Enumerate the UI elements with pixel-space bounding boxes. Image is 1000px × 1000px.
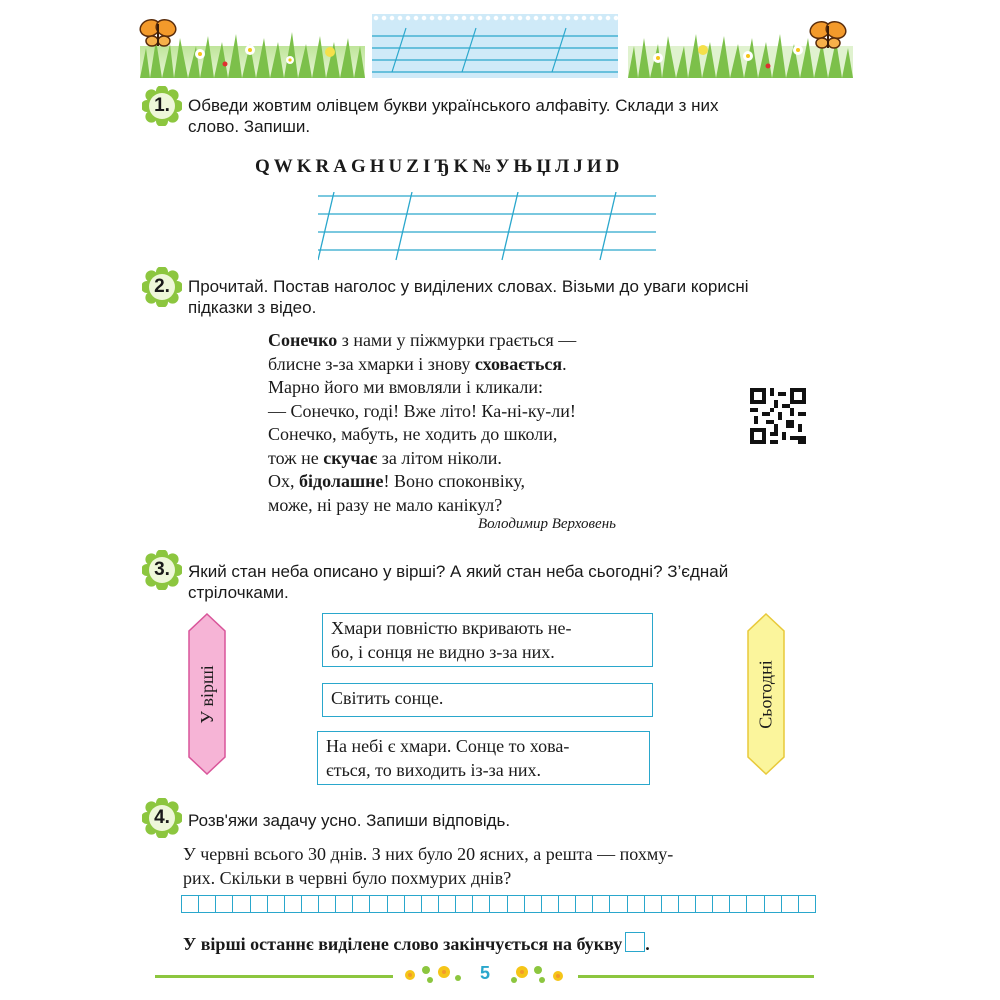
- option-box[interactable]: [322, 613, 653, 667]
- answer-cell[interactable]: [627, 895, 645, 913]
- task-instruction: [188, 276, 818, 318]
- answer-cell[interactable]: [335, 895, 353, 913]
- answer-cell[interactable]: [661, 895, 679, 913]
- option-text: ється, то виходить із-за них.: [326, 760, 541, 780]
- answer-cell[interactable]: [524, 895, 542, 913]
- task-instruction: [188, 95, 818, 137]
- instruction-line: стрілочками.: [188, 583, 289, 602]
- handwriting-lines-header: [372, 14, 618, 78]
- answer-cell[interactable]: [609, 895, 627, 913]
- answer-cell[interactable]: [455, 895, 473, 913]
- answer-cell[interactable]: [215, 895, 233, 913]
- answer-cell[interactable]: [712, 895, 730, 913]
- answer-cell[interactable]: [729, 895, 747, 913]
- answer-cell[interactable]: [798, 895, 816, 913]
- poem-line: — Сонечко, годі! Вже літо! Ка-ні-ку-ли!: [268, 400, 576, 421]
- answer-cell[interactable]: [352, 895, 370, 913]
- option-box[interactable]: [322, 683, 653, 717]
- task-instruction: [188, 561, 818, 603]
- instruction-line: підказки з відео.: [188, 298, 317, 317]
- answer-cell[interactable]: [781, 895, 799, 913]
- poem-line: тож не скучає за літом ніколи.: [268, 447, 502, 468]
- poem-line: Сонечко, мабуть, не ходить до школи,: [268, 424, 558, 444]
- poem-line: блисне з-за хмарки і знову сховається.: [268, 353, 567, 374]
- answer-cell[interactable]: [764, 895, 782, 913]
- option-text: Світить сонце.: [331, 688, 444, 708]
- answer-cells[interactable]: [181, 895, 815, 915]
- poem-line: може, ні разу не мало канікул?: [268, 494, 503, 515]
- flower-icon-right: [508, 962, 572, 988]
- highlighted-word[interactable]: Сонечко: [268, 330, 338, 350]
- answer-cell[interactable]: [438, 895, 456, 913]
- task-number-badge: [142, 550, 182, 590]
- butterfly-icon-right: [808, 16, 848, 56]
- highlighted-word[interactable]: бідолашне: [299, 471, 384, 491]
- answer-cell[interactable]: [695, 895, 713, 913]
- answer-cell[interactable]: [575, 895, 593, 913]
- answer-cell[interactable]: [284, 895, 302, 913]
- task-number-badge: [142, 86, 182, 126]
- instruction-line: слово. Запиши.: [188, 117, 311, 136]
- tag-label: У вірші: [196, 664, 217, 724]
- instruction-line: Обведи жовтим олівцем букви українського алфавіту. Склади з них: [188, 96, 719, 115]
- answer-cell[interactable]: [421, 895, 439, 913]
- footer-divider-left: [155, 975, 393, 978]
- letter-answer-box[interactable]: [625, 932, 645, 952]
- answer-cell[interactable]: [404, 895, 422, 913]
- answer-cell[interactable]: [507, 895, 525, 913]
- answer-cell[interactable]: [232, 895, 250, 913]
- answer-cell[interactable]: [489, 895, 507, 913]
- tag-in-poem[interactable]: [187, 613, 227, 775]
- final-question-text: У вірші останнє виділене слово закінчується на букву: [183, 934, 623, 954]
- task-number-badge: [142, 798, 182, 838]
- final-question: У вірші останнє виділене слово закінчується на букву .: [183, 934, 650, 954]
- task-number: 2.: [154, 276, 170, 297]
- answer-cell[interactable]: [644, 895, 662, 913]
- poem-line: Ох, бідолашне! Воно споконвіку,: [268, 471, 525, 491]
- answer-cell[interactable]: [387, 895, 405, 913]
- writing-lines[interactable]: [318, 192, 656, 264]
- word-problem: [183, 842, 815, 890]
- answer-cell[interactable]: [301, 895, 319, 913]
- instruction-line: Розв'яжи задачу усно. Запиши відповідь.: [188, 811, 511, 830]
- task-number-badge: [142, 267, 182, 307]
- flower-icon-left: [400, 962, 464, 988]
- poem-line: Сонечко з нами у піжмурки грається —: [268, 330, 577, 350]
- page-number: 5: [479, 963, 490, 983]
- task-instruction: [188, 810, 818, 831]
- option-text: бо, і сонця не видно з-за них.: [331, 642, 555, 662]
- instruction-line: Прочитай. Постав наголос у виділених словах. Візьми до уваги корисні: [188, 277, 749, 296]
- answer-cell[interactable]: [181, 895, 199, 913]
- answer-cell[interactable]: [592, 895, 610, 913]
- alphabet-letters[interactable]: QWKRAGHUZIЂK№УЊЏЛJИD: [255, 156, 624, 177]
- task-number: 3.: [154, 559, 170, 580]
- butterfly-icon-left: [138, 14, 178, 54]
- answer-cell[interactable]: [678, 895, 696, 913]
- problem-line: рих. Скільки в червні було похмурих днів?: [183, 868, 512, 888]
- answer-cell[interactable]: [198, 895, 216, 913]
- poem: [268, 329, 576, 517]
- poem-line: Марно його ми вмовляли і кликали:: [268, 377, 544, 397]
- answer-cell[interactable]: [472, 895, 490, 913]
- tag-label: Сьогодні: [755, 659, 776, 729]
- option-text: Хмари повністю вкривають не-: [331, 618, 572, 638]
- answer-cell[interactable]: [318, 895, 336, 913]
- poem-author: Володимир Верховень: [478, 516, 616, 532]
- task-number: 4.: [154, 807, 170, 828]
- option-box[interactable]: [317, 731, 650, 785]
- tag-today[interactable]: [746, 613, 786, 775]
- answer-cell[interactable]: [558, 895, 576, 913]
- qr-code-icon[interactable]: [750, 388, 806, 444]
- answer-cell[interactable]: [267, 895, 285, 913]
- footer-divider-right: [578, 975, 814, 978]
- answer-cell[interactable]: [369, 895, 387, 913]
- problem-line: У червні всього 30 днів. З них було 20 ясних, а решта — похму-: [183, 844, 674, 864]
- answer-cell[interactable]: [541, 895, 559, 913]
- answer-cell[interactable]: [746, 895, 764, 913]
- highlighted-word[interactable]: сховається: [474, 353, 563, 374]
- instruction-line: Який стан неба описано у вірші? А який стан неба сьогодні? З’єднай: [188, 562, 729, 581]
- option-text: На небі є хмари. Сонце то хова-: [326, 736, 570, 756]
- task-number: 1.: [154, 95, 170, 116]
- highlighted-word[interactable]: скучає: [323, 447, 378, 468]
- answer-cell[interactable]: [250, 895, 268, 913]
